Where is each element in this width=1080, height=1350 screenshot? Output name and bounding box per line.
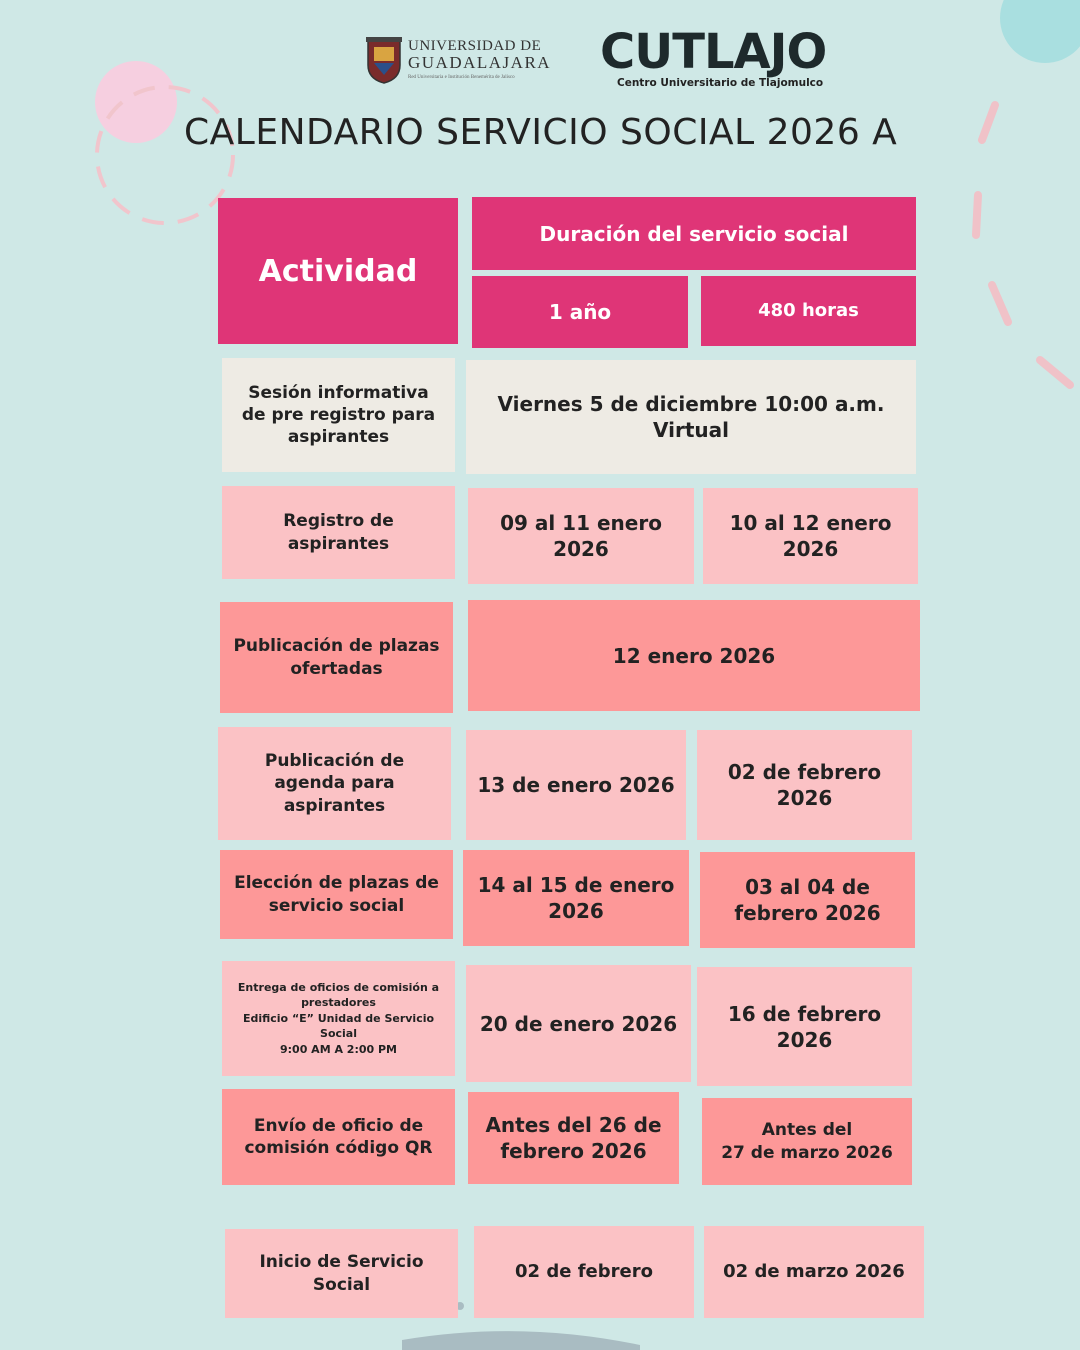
row-hours-date xyxy=(703,488,918,584)
row-activity-line: Publicación de plazas xyxy=(233,636,440,657)
row-activity-line: Edificio “E” Unidad de Servicio xyxy=(242,1011,435,1025)
row-date-line: Antes del xyxy=(761,1120,853,1141)
row-hours-date xyxy=(704,1226,924,1318)
row-activity-line: Envío de oficio de xyxy=(253,1115,424,1136)
row-date-line: febrero 2026 xyxy=(734,901,881,925)
row-one-year-date xyxy=(468,488,694,584)
row-activity xyxy=(220,850,453,939)
row-date-line: 2026 xyxy=(776,786,833,810)
header-one-year xyxy=(472,276,688,348)
row-date-line: 20 de enero 2026 xyxy=(479,1011,678,1036)
udg-shield-logo xyxy=(364,35,404,85)
row-activity-line: Social xyxy=(312,1274,371,1295)
row-date-line: Viernes 5 de diciembre 10:00 a.m. xyxy=(497,392,885,416)
udg-name-line2: GUADALAJARA xyxy=(408,53,552,72)
row-hours-date xyxy=(697,730,912,840)
row-activity-line: ofertadas xyxy=(290,658,383,679)
udg-logo-text xyxy=(408,38,551,80)
row-date-line: 09 al 11 enero xyxy=(500,511,662,535)
row-merged-date xyxy=(466,360,916,474)
row-activity-line: aspirantes xyxy=(287,533,390,554)
row-activity-line: Social xyxy=(320,1027,357,1041)
row-activity-line: prestadores xyxy=(301,996,376,1010)
row-activity-line: Entrega de oficios de comisión a xyxy=(237,981,440,995)
cutlajo-subtitle: Centro Universitario de Tlajomulco xyxy=(617,77,824,89)
row-activity xyxy=(222,1089,455,1185)
header-duration-label: Duración del servicio social xyxy=(539,221,849,246)
row-date-line: febrero 2026 xyxy=(500,1139,647,1163)
row-activity-line: comisión código QR xyxy=(244,1138,433,1158)
row-activity-line: Publicación de xyxy=(264,751,405,772)
row-one-year-date xyxy=(466,730,686,840)
row-activity-line: 9:00 AM A 2:00 PM xyxy=(279,1042,398,1056)
row-hours-date xyxy=(700,852,915,948)
row-date-line: 16 de febrero xyxy=(727,1001,882,1026)
header-hours-label: 480 horas xyxy=(758,300,859,322)
udg-name-line1: UNIVERSIDAD DE xyxy=(408,38,542,54)
row-one-year-date xyxy=(463,850,689,946)
row-date-line: 2026 xyxy=(782,537,839,561)
row-date-line: Antes del 26 de xyxy=(485,1113,662,1137)
row-date-line: 12 enero 2026 xyxy=(612,643,776,668)
row-activity xyxy=(225,1229,458,1318)
row-date-line: 13 de enero 2026 xyxy=(477,773,675,797)
row-date-line: 2026 xyxy=(548,899,604,923)
header-activity-label: Actividad xyxy=(258,253,418,289)
row-activity xyxy=(222,486,455,579)
udg-tagline: Red Universitaria e Institución Benemérita de Jalisco xyxy=(408,75,515,80)
row-activity-line: aspirantes xyxy=(287,427,390,448)
row-activity xyxy=(222,358,455,472)
row-date-line: 02 de marzo 2026 xyxy=(723,1261,905,1283)
row-activity-line: Sesión informativa xyxy=(248,382,429,403)
row-date-line: 03 al 04 de xyxy=(745,875,870,899)
row-activity-line: Registro de xyxy=(283,511,394,532)
row-date-line: 27 de marzo 2026 xyxy=(721,1142,893,1163)
row-activity-line: aspirantes xyxy=(283,795,386,816)
header-activity xyxy=(218,198,458,344)
header-duration xyxy=(472,197,916,270)
row-activity xyxy=(220,602,453,713)
row-activity-line: de pre registro para xyxy=(241,404,436,425)
cutlajo-logo: CUTLAJO xyxy=(600,24,827,80)
row-date-line: 2026 xyxy=(776,1027,833,1052)
header-one-year-label: 1 año xyxy=(548,300,612,324)
row-one-year-date xyxy=(468,1092,679,1184)
header-hours xyxy=(701,276,916,346)
row-one-year-date xyxy=(474,1226,694,1318)
row-merged-date xyxy=(468,600,920,711)
row-date-line: 02 de febrero xyxy=(727,760,882,784)
row-hours-date xyxy=(697,967,912,1086)
row-activity xyxy=(218,727,451,840)
row-activity xyxy=(222,961,455,1076)
row-date-line: 14 al 15 de enero xyxy=(477,873,675,897)
row-date-line: 02 de febrero xyxy=(515,1261,653,1283)
row-activity-line: servicio social xyxy=(268,895,405,916)
row-date-line: 10 al 12 enero xyxy=(729,511,892,535)
row-one-year-date xyxy=(466,965,691,1082)
row-date-line: Virtual xyxy=(653,418,729,442)
row-date-line: 2026 xyxy=(553,537,609,561)
row-activity-line: Elección de plazas de xyxy=(234,873,439,894)
row-activity-line: agenda para xyxy=(274,773,395,794)
row-activity-line: Inicio de Servicio xyxy=(259,1252,424,1273)
row-hours-date xyxy=(702,1098,912,1185)
page-title: CALENDARIO SERVICIO SOCIAL 2026 A xyxy=(184,112,898,153)
